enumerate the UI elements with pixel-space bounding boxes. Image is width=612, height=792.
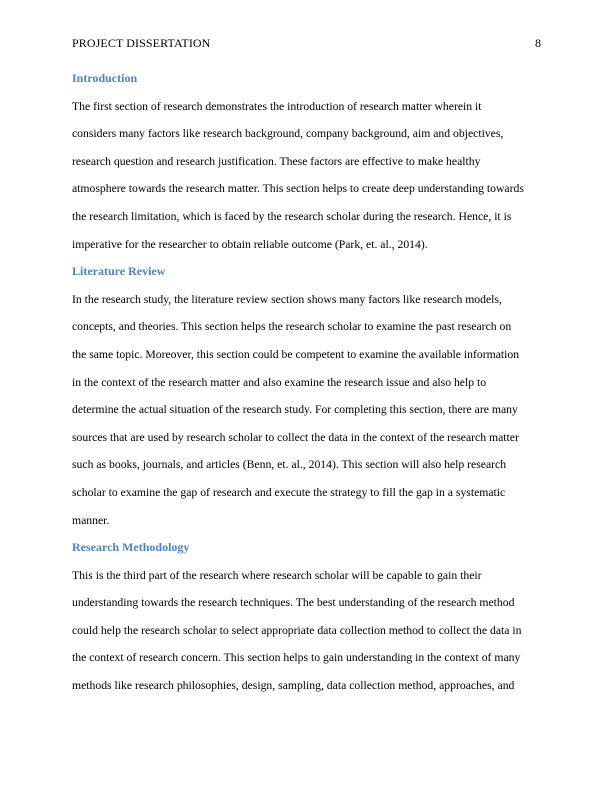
paragraph-line: atmosphere towards the research matter. This section helps to create deep understanding towards (72, 182, 524, 196)
paragraph-line: sources that are used by research scholar to collect the data in the context of the research matter (72, 430, 519, 444)
paragraph-line: considers many factors like research background, company background, aim and objectives, (72, 127, 504, 141)
section-heading-research-methodology: Research Methodology (72, 540, 190, 555)
section-heading-literature-review: Literature Review (72, 264, 166, 279)
section-research-methodology-paragraph (72, 562, 542, 700)
paragraph-line: determine the actual situation of the research study. For completing this section, there are many (72, 403, 518, 417)
section-introduction-paragraph (72, 93, 542, 259)
paragraph-line: understanding towards the research techniques. The best understanding of the research method (72, 596, 515, 610)
paragraph-line: In the research study, the literature review section shows many factors like research models, (72, 292, 502, 306)
section-literature-review-paragraph (72, 286, 542, 534)
section-heading-introduction: Introduction (72, 71, 138, 85)
paragraph-line: such as books, journals, and articles (Benn, et. al., 2014). This section will also help research (72, 458, 507, 472)
paragraph-line: research question and research justification. These factors are effective to make healthy (72, 154, 481, 168)
paragraph-line: The first section of research demonstrates the introduction of research matter wherein it (72, 99, 482, 113)
paragraph-line: methods like research philosophies, design, sampling, data collection method, approaches, and (72, 679, 515, 693)
paragraph-line: This is the third part of the research where research scholar will be capable to gain their (72, 568, 482, 582)
paragraph-line: the same topic. Moreover, this section could be competent to examine the available information (72, 347, 520, 361)
running-head: PROJECT DISSERTATION (72, 36, 211, 50)
paragraph-line: the research limitation, which is faced by the research scholar during the research. Hence, it is (72, 209, 512, 223)
paragraph-line: could help the research scholar to select appropriate data collection method to collect the data in (72, 623, 522, 637)
page-number: 8 (535, 36, 541, 50)
document-body (72, 65, 542, 700)
paragraph-line: in the context of the research matter and also examine the research issue and also help to (72, 375, 487, 389)
paragraph-line: the context of research concern. This section helps to gain understanding in the context of many (72, 651, 521, 665)
paragraph-line: scholar to examine the gap of research and execute the strategy to fill the gap in a systematic (72, 485, 506, 499)
paragraph-line: manner. (72, 513, 110, 527)
paragraph-line: imperative for the researcher to obtain reliable outcome (Park, et. al., 2014). (72, 237, 428, 251)
paragraph-line: concepts, and theories. This section helps the research scholar to examine the past research on (72, 320, 512, 334)
